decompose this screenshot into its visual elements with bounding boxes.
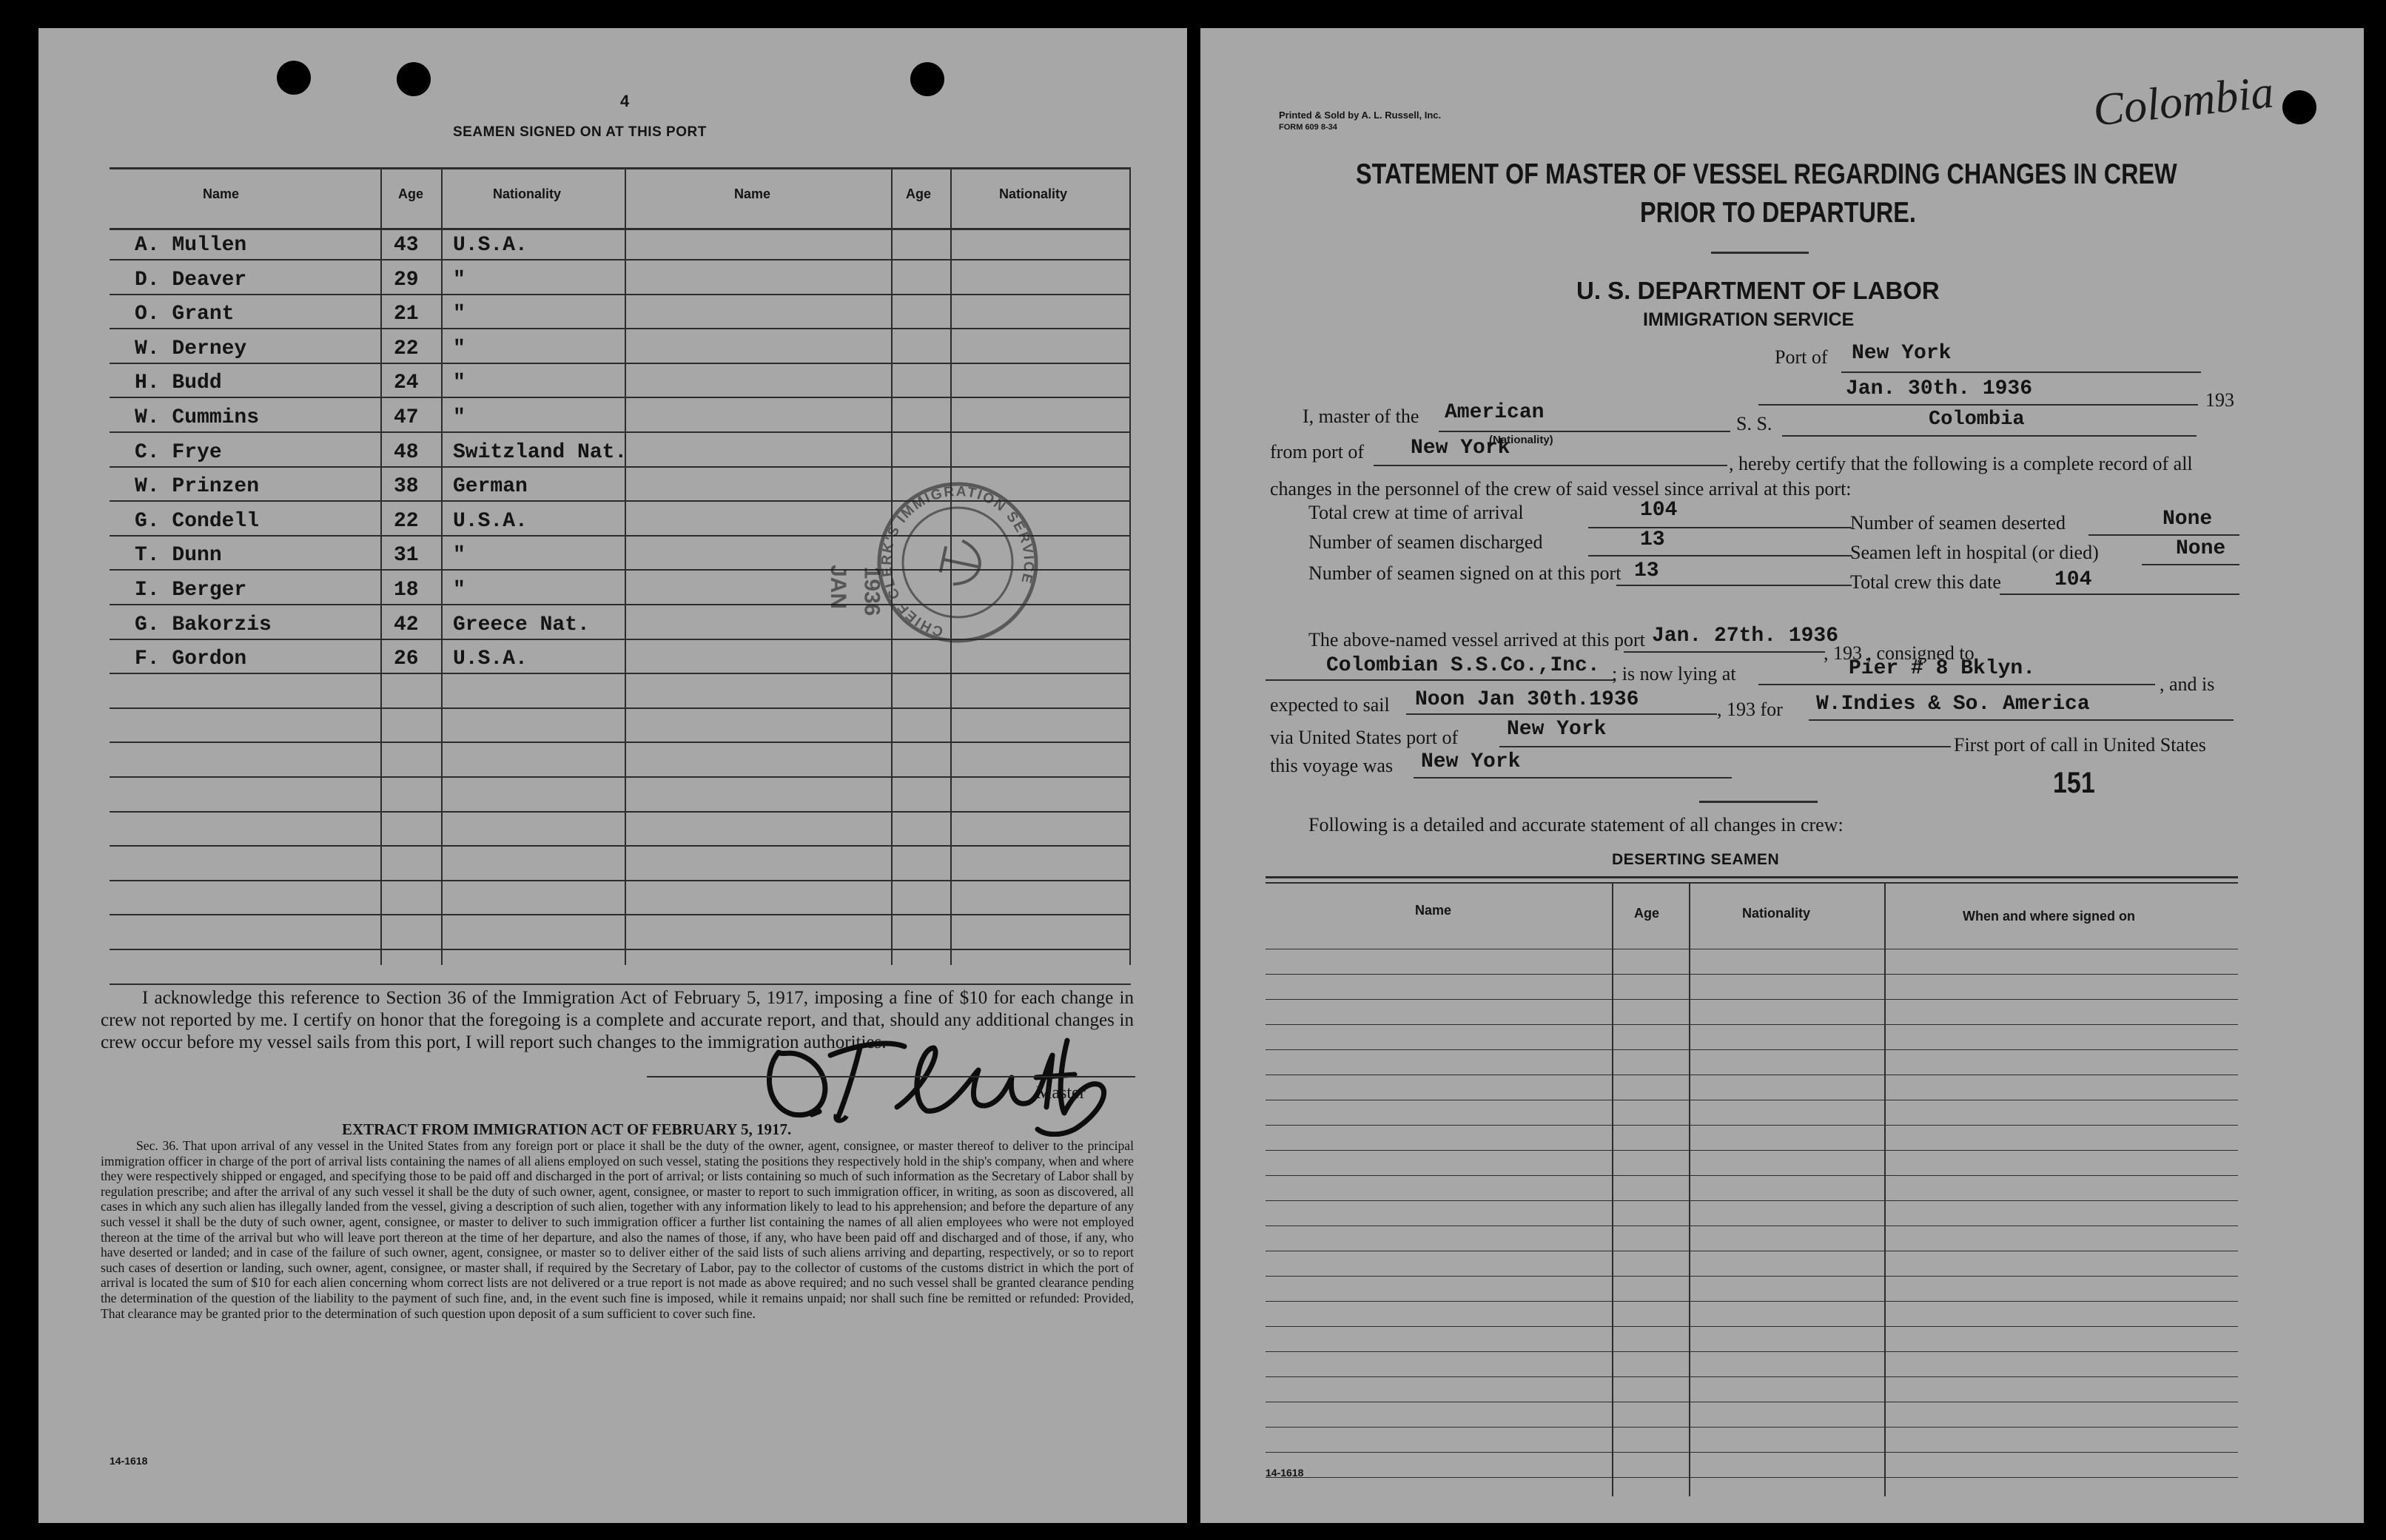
table-row-line [110,673,1131,674]
seaman-age: 22 [394,509,419,533]
table-row-line [110,776,1131,778]
desert-row-line [1266,1452,2238,1453]
arrived-label: The above-named vessel arrived at this port [1308,629,1645,650]
form-title-line2: PRIOR TO DEPARTURE. [1640,197,1916,229]
table-row-line [110,914,1131,915]
seaman-nationality: " [453,579,466,602]
seaman-age: 26 [394,648,419,671]
expected-value: Noon Jan 30th.1936 [1415,688,1639,711]
seaman-age: 43 [394,234,419,257]
hospital-label: Seamen left in hospital (or died) [1850,542,2099,563]
page-number: 4 [620,92,630,110]
handwritten-note: Colombia [2091,67,2276,136]
seaman-age: 18 [394,579,419,602]
seaman-name: G. Bakorzis [135,613,272,636]
desert-row-line [1266,1301,2238,1302]
from-port-label: from port of [1270,441,1365,463]
seaman-age: 29 [394,268,419,292]
table-row-line [110,431,1131,433]
seaman-nationality: U.S.A. [453,648,528,671]
desert-row-line [1266,1477,2238,1478]
port-value: New York [1852,342,1952,365]
signed-on-label: Number of seamen signed on at this port [1308,562,1622,584]
punch-hole [277,61,311,95]
and-is-label: , and is [2160,673,2215,695]
master-label: Master [1036,1083,1086,1103]
seaman-name: A. Mullen [135,234,247,257]
seaman-nationality: " [453,337,466,360]
extract-title: EXTRACT FROM IMMIGRATION ACT OF FEBRUARY 5, 1917. [342,1120,792,1138]
seaman-age: 21 [394,303,419,326]
following-text: Following is a detailed and accurate statement of all changes in crew: [1308,814,1844,835]
ss-label: S. S. [1736,413,1772,434]
stamped-number: 151 [2053,767,2095,799]
for-label: , 193 for [1717,699,1783,720]
signature-graphic [749,1026,1134,1137]
official-stamp [861,466,1054,659]
deserted-value: None [2162,508,2213,531]
stamp-year: 1936 [859,566,884,616]
desert-row-line [1266,1175,2238,1176]
col-header-name: Name [203,186,240,201]
seaman-nationality: U.S.A. [453,234,528,257]
arrived-value: Jan. 27th. 1936 [1652,625,1839,648]
table-row-line [110,880,1131,881]
desert-row-line [1266,1200,2238,1201]
table-row-line [110,328,1131,329]
total-crew-date-label: Total crew this date [1850,571,2001,593]
form-number: FORM 609 8-34 [1279,123,1337,132]
hospital-value: None [2176,537,2226,560]
desert-row-line [1266,1427,2238,1428]
via-label: via United States port of [1270,727,1459,748]
seaman-nationality: U.S.A. [453,509,528,533]
seaman-nationality: Greece Nat. [453,613,590,636]
seaman-nationality: " [453,303,466,326]
voyage-label: this voyage was [1270,755,1394,776]
seaman-nationality: " [453,406,466,429]
table-row-line [110,811,1131,813]
desert-row-line [1266,999,2238,1000]
seaman-age: 31 [394,544,419,568]
seaman-name: I. Berger [135,579,247,602]
master-of-label: I, master of the [1303,406,1419,427]
nationality-value: American [1445,401,1545,424]
table-row-line [110,294,1131,295]
seaman-name: O. Grant [135,303,235,326]
seaman-name: F. Gordon [135,648,247,671]
desert-row-line [1266,1024,2238,1025]
punch-hole [397,62,431,96]
seaman-age: 47 [394,406,419,429]
consignee-value: Colombian S.S.Co.,Inc. [1326,654,1600,677]
seaman-name: W. Cummins [135,406,260,429]
stamp-month: JAN [826,564,851,610]
seaman-age: 24 [394,371,419,395]
col-header-nationality-2: Nationality [999,186,1068,201]
seaman-name: T. Dunn [135,544,222,568]
form-title-line1: STATEMENT OF MASTER OF VESSEL REGARDING CHANGES IN CREW [1356,158,2177,190]
desert-row-line [1266,974,2238,975]
desert-row-line [1266,1225,2238,1226]
desert-row-line [1266,1150,2238,1151]
seaman-name: W. Prinzen [135,475,260,499]
deserted-label: Number of seamen deserted [1850,512,2066,534]
right-page [1200,28,2364,1523]
seaman-nationality: " [453,371,466,395]
seaman-name: G. Condell [135,509,260,533]
consigned-label: , 193 , consigned to [1824,642,1975,664]
deserting-title: DESERTING SEAMEN [1612,851,1780,868]
total-crew-arrival-label: Total crew at time of arrival [1308,502,1524,523]
seaman-nationality: German [453,475,528,499]
total-crew-date-value: 104 [2054,568,2092,591]
destination-value: W.Indies & So. America [1816,693,2090,716]
form-code-right: 14-1618 [1266,1467,1304,1479]
form-code: 14-1618 [110,1455,148,1467]
col-header-nationality: Nationality [493,186,562,201]
voyage-value: New York [1421,750,1521,773]
department-name: U. S. DEPARTMENT OF LABOR [1576,277,1940,304]
table-row-line [110,397,1131,398]
desert-col-name: Name [1415,903,1452,918]
signed-on-value: 13 [1634,559,1659,582]
table-row-line [110,845,1131,847]
punch-hole [910,62,944,96]
seaman-name: W. Derney [135,337,247,360]
seaman-nationality: " [453,544,466,568]
seaman-age: 42 [394,613,419,636]
col-header-age: Age [398,186,424,201]
table-row-line [110,742,1131,743]
table-row-line [110,259,1131,260]
seaman-age: 38 [394,475,419,499]
table-row-line [110,949,1131,950]
col-header-name-2: Name [734,186,771,201]
desert-col-age: Age [1634,906,1660,921]
expected-label: expected to sail [1270,694,1390,716]
desert-row-line [1266,1351,2238,1352]
desert-row-line [1266,1326,2238,1327]
seaman-name: D. Deaver [135,268,247,292]
seaman-name: H. Budd [135,371,222,395]
desert-col-when-where: When and where signed on [1963,909,2136,924]
first-port-label: First port of call in United States [1954,734,2206,756]
acknowledgement: I acknowledge this reference to Section 36 of the Immigration Act of February 5, 1917, imposing a fine of $10 for each change in crew not reported by me. I certify on honor that the foregoing is a complete and accurate report, and that, should any additional changes in crew occur before my vessel sails from this port, I will report such changes to the immigration authorities. [101,988,1134,1052]
changes-text: changes in the personnel of the crew of said vessel since arrival at this port: [1270,478,1852,500]
lying-value: Pier # 8 Bklyn. [1849,657,2036,680]
desert-col-nationality: Nationality [1742,906,1811,921]
table-row-line [110,363,1131,364]
seaman-nationality: Switzland Nat. [453,440,628,464]
via-value: New York [1507,718,1607,741]
left-page [38,28,1187,1523]
seaman-age: 48 [394,440,419,464]
table-row-line [110,707,1131,709]
seaman-name: C. Frye [135,440,222,464]
port-label: Port of [1775,346,1828,368]
desert-row-line [1266,1376,2238,1377]
lying-label: ; is now lying at [1612,663,1736,685]
punch-hole [2282,90,2316,124]
desert-row-line [1266,1125,2238,1126]
total-crew-arrival-value: 104 [1640,499,1678,522]
seaman-nationality: " [453,268,466,292]
service-name: IMMIGRATION SERVICE [1643,309,1855,330]
ship-value: Colombia [1929,408,2025,431]
section-title: SEAMEN SIGNED ON AT THIS PORT [453,124,707,140]
certify-text: , hereby certify that the following is a complete record of all [1729,453,2193,474]
nationality-caption: (Nationality) [1489,434,1553,446]
year-suffix: 193 [2205,389,2234,411]
stamp-ring-text: CHIEF CLERK'S IMMIGRATION SERVICE [878,483,1037,639]
desert-row-line [1266,1276,2238,1277]
seaman-age: 22 [394,337,419,360]
col-header-age-2: Age [906,186,932,201]
printer-line: Printed & Sold by A. L. Russell, Inc. [1279,110,1442,121]
date-value: Jan. 30th. 1936 [1846,377,2033,400]
desert-row-line [1266,1049,2238,1050]
discharged-label: Number of seamen discharged [1308,531,1543,553]
extract-text: Sec. 36. That upon arrival of any vessel in the United States from any foreign port or place it shall be the duty of the owner, agent, consignee, or master thereof to deliver to the principal immigration officer in charge of the port of arrival lists containing the names of all aliens employed on such vessel, stating the positions they respectively hold in the ship's company, when and where they were respectively shipped or engaged, and specifying those to be paid off and discharged in the port of arrival; or lists containing so much of such information as the Secretary of Labor shall by regulation prescribe; and after the arrival of any such vessel it shall be the duty of such owner, agent, consignee, or master to report to such immigration officer, in writing, as soon as discovered, all cases in which any such alien has illegally landed from the vessel, giving a description of such alien, together with any information likely to lead to his apprehension; and before the departure of any such vessel it shall be the duty of such owner, agent, consignee, or master to deliver to such immigration officer a further list containing the names of all alien employees who were not employed thereon at the time of the arrival but who will leave port thereon at the time of her departure, and also the names of those, if any, who have been paid off and discharged and of those, if any, who have deserted or landed; and in case of the failure of such owner, agent, consignee, or master so to deliver either of the said lists of such aliens arriving and departing, respectively, or so to report such cases of desertion or landing, such owner, agent, consignee, or master shall, if required by the Secretary of Labor, pay to the collector of customs of the customs district in which the port of arrival is located the sum of $10 for each alien concerning whom correct lists are not delivered or a true report is not made as above required; and no such vessel shall be granted clearance pending the determination of the question of the liability to the payment of such fine, and, in the event such fine is imposed, while it remains unpaid; nor shall such fine be remitted or refunded: Provided, That clearance may be granted prior to the determination of such question upon deposit of a sum sufficient to cover such fine. [101,1138,1134,1321]
table-row-line [110,983,1131,985]
discharged-value: 13 [1640,528,1665,551]
from-port-value: New York [1411,437,1510,460]
